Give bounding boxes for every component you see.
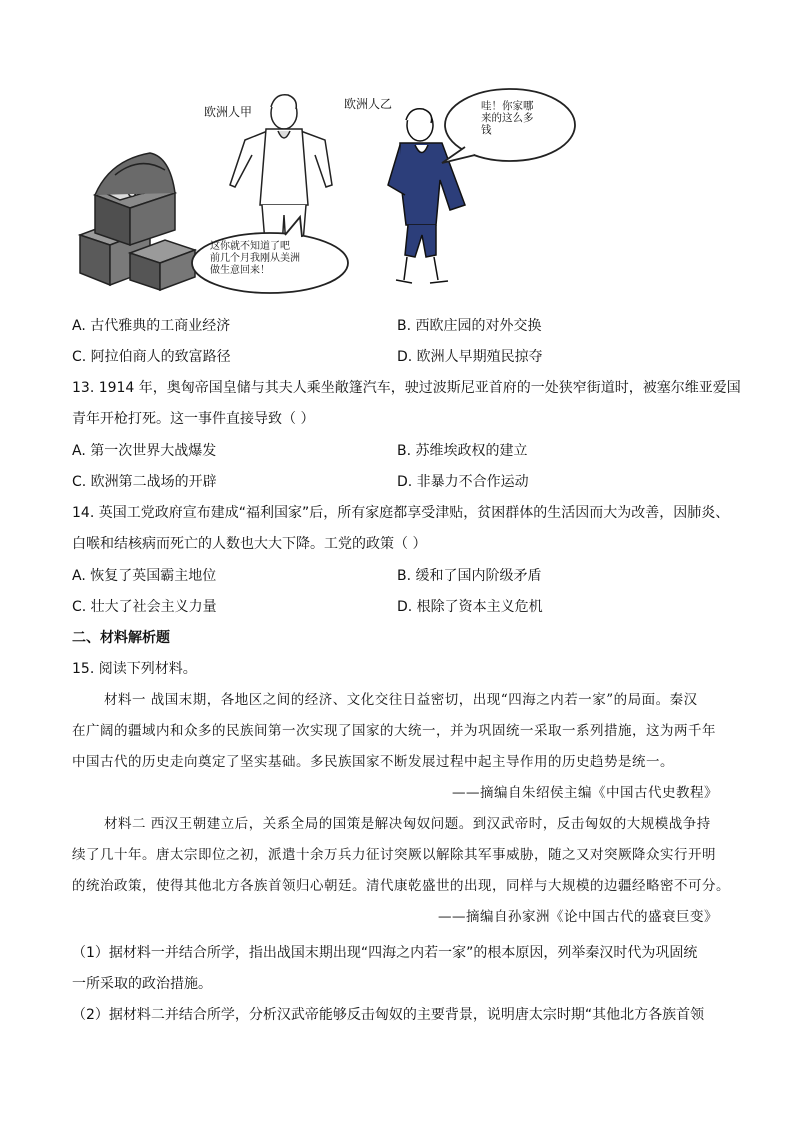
q13-stem-line1: 13. 1914 年，奥匈帝国皇储与其夫人乘坐敞篷汽车，驶过波斯尼亚首府的一处狭窄街道时，被塞尔维亚爱国 [72, 380, 741, 396]
sub-question-1-line2: 一所采取的政治措施。 [72, 976, 212, 992]
q13-option-a[interactable]: A. 第一次世界大战爆发 [72, 443, 217, 459]
material1-line3: 中国古代的历史走向奠定了坚实基础。多民族国家不断发展过程中起主导作用的历史趋势是统一。 [72, 754, 674, 770]
q14-option-c[interactable]: C. 壮大了社会主义力量 [72, 599, 217, 615]
q13-option-c[interactable]: C. 欧洲第二战场的开辟 [72, 474, 217, 490]
q14-option-d[interactable]: D. 根除了资本主义危机 [397, 599, 543, 615]
q13-option-b[interactable]: B. 苏维埃政权的建立 [397, 443, 528, 459]
bubble-b-text: 哇！你家哪 来的这么多 钱 [481, 100, 534, 136]
material1-line1: 材料一 战国末期，各地区之间的经济、文化交往日益密切，出现“四海之内若一家”的局面。秦汉 [104, 692, 698, 708]
q12-option-d[interactable]: D. 欧洲人早期殖民掠夺 [397, 349, 543, 365]
figure-label-b: 欧洲人乙 [344, 97, 393, 111]
q13-option-d[interactable]: D. 非暴力不合作运动 [397, 474, 529, 490]
q14-option-a[interactable]: A. 恢复了英国霸主地位 [72, 568, 217, 584]
q15-intro: 15. 阅读下列材料。 [72, 661, 197, 677]
sub-question-1-line1: （1）据材料一并结合所学，指出战国末期出现“四海之内若一家”的根本原因，列举秦汉时代为巩固统 [72, 945, 698, 961]
material2-line2: 续了几十年。唐太宗即位之初，派遣十余万兵力征讨突厥以解除其军事威胁，随之又对突厥降众实行开明 [72, 847, 716, 863]
cartoon-illustration [70, 85, 590, 295]
material1-source: ——摘编自朱绍侯主编《中国古代史教程》 [452, 785, 718, 801]
q14-stem-line2: 白喉和结核病而死亡的人数也大大下降。工党的政策（ ） [72, 536, 427, 552]
q13-stem-line2: 青年开枪打死。这一事件直接导致（ ） [72, 411, 315, 427]
section-heading: 二、材料解析题 [72, 630, 170, 646]
treasure-chest-icon [80, 153, 195, 290]
q12-option-a[interactable]: A. 古代雅典的工商业经济 [72, 318, 231, 334]
sub-question-2-line1: （2）据材料二并结合所学，分析汉武帝能够反击匈奴的主要背景，说明唐太宗时期“其他北方各族首领 [72, 1007, 705, 1023]
q12-option-b[interactable]: B. 西欧庄园的对外交换 [397, 318, 542, 334]
q12-option-c[interactable]: C. 阿拉伯商人的致富路径 [72, 349, 231, 365]
figure-label-a: 欧洲人甲 [204, 105, 253, 119]
q14-stem-line1: 14. 英国工党政府宣布建成“福利国家”后，所有家庭都享受津贴，贫困群体的生活因而大为改善，因肺炎、 [72, 505, 730, 521]
material2-source: ——摘编自孙家洲《论中国古代的盛衰巨变》 [438, 909, 718, 925]
material2-line3: 的统治政策，使得其他北方各族首领归心朝廷。清代康乾盛世的出现，同样与大规模的边疆经略密不可分。 [72, 878, 730, 894]
material2-line1: 材料二 西汉王朝建立后，关系全局的国策是解决匈奴问题。到汉武帝时，反击匈奴的大规模战争持 [104, 816, 711, 832]
bubble-a-text: 这你就不知道了吧 前几个月我刚从美洲 做生意回来！ [210, 241, 300, 276]
q14-option-b[interactable]: B. 缓和了国内阶级矛盾 [397, 568, 542, 584]
material1-line2: 在广阔的疆域内和众多的民族间第一次实现了国家的大统一，并为巩固统一采取一系列措施，这为两千年 [72, 723, 716, 739]
